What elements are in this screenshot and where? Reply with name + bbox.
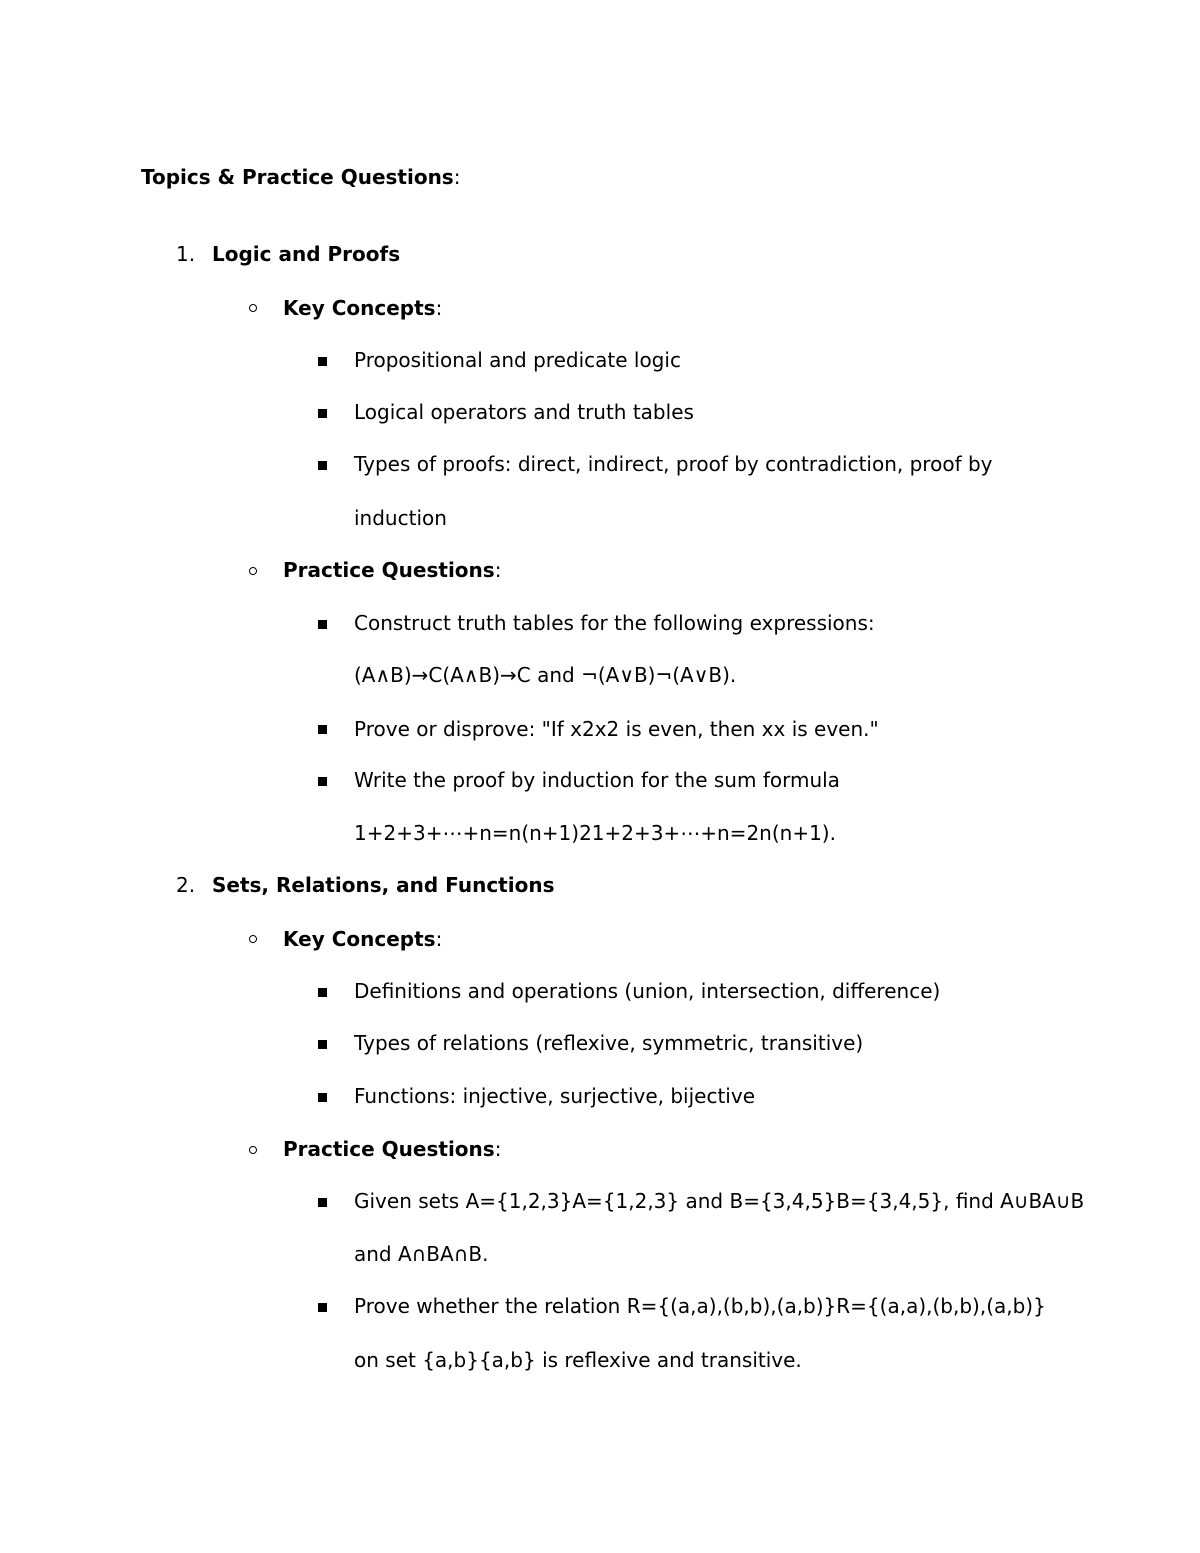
square-bullet-icon <box>318 777 327 786</box>
list-item-continuation: (A∧B)→C(A∧B)→C and ¬(A∨B)¬(A∨B). <box>354 663 737 687</box>
list-item: Prove or disprove: "If x2x2 is even, then xx is even." <box>354 717 879 741</box>
circle-bullet-icon <box>249 304 257 312</box>
list-item-continuation: on set {a,b}{a,b} is reflexive and transitive. <box>354 1348 802 1372</box>
square-bullet-icon <box>318 357 327 366</box>
page-title: Topics & Practice Questions: <box>141 165 461 189</box>
square-bullet-icon <box>318 461 327 470</box>
section-1-number: 1. <box>176 242 196 266</box>
list-item: Propositional and predicate logic <box>354 348 681 372</box>
section-2-practice-heading: Practice Questions: <box>283 1137 502 1161</box>
circle-bullet-icon <box>249 567 257 575</box>
list-item-continuation: 1+2+3+⋯+n=n(n+1)21+2+3+⋯+n=2n(n+1). <box>354 821 836 845</box>
square-bullet-icon <box>318 1303 327 1312</box>
list-item: Types of proofs: direct, indirect, proof by contradiction, proof by <box>354 452 993 476</box>
list-item: Logical operators and truth tables <box>354 400 694 424</box>
list-item: Definitions and operations (union, intersection, difference) <box>354 979 941 1003</box>
list-item-continuation: induction <box>354 506 447 530</box>
square-bullet-icon <box>318 1093 327 1102</box>
circle-bullet-icon <box>249 935 257 943</box>
section-1-practice-heading: Practice Questions: <box>283 558 502 582</box>
list-item-continuation: and A∩BA∩B. <box>354 1242 489 1266</box>
list-item: Prove whether the relation R={(a,a),(b,b),(a,b)}R={(a,a),(b,b),(a,b)} <box>354 1294 1046 1318</box>
list-item: Given sets A={1,2,3}A={1,2,3} and B={3,4,5}B={3,4,5}, find A∪BA∪B <box>354 1189 1085 1213</box>
section-2-key-concepts-heading: Key Concepts: <box>283 927 443 951</box>
square-bullet-icon <box>318 988 327 997</box>
circle-bullet-icon <box>249 1146 257 1154</box>
list-item: Types of relations (reflexive, symmetric, transitive) <box>354 1031 864 1055</box>
list-item: Functions: injective, surjective, bijective <box>354 1084 756 1108</box>
square-bullet-icon <box>318 1198 327 1207</box>
section-1-key-concepts-heading: Key Concepts: <box>283 296 443 320</box>
section-2-title: Sets, Relations, and Functions <box>212 873 555 897</box>
section-2-number: 2. <box>176 873 196 897</box>
square-bullet-icon <box>318 409 327 418</box>
square-bullet-icon <box>318 1040 327 1049</box>
square-bullet-icon <box>318 620 327 629</box>
list-item: Construct truth tables for the following expressions: <box>354 611 875 635</box>
square-bullet-icon <box>318 725 327 734</box>
section-1-title: Logic and Proofs <box>212 242 401 266</box>
list-item: Write the proof by induction for the sum formula <box>354 768 840 792</box>
